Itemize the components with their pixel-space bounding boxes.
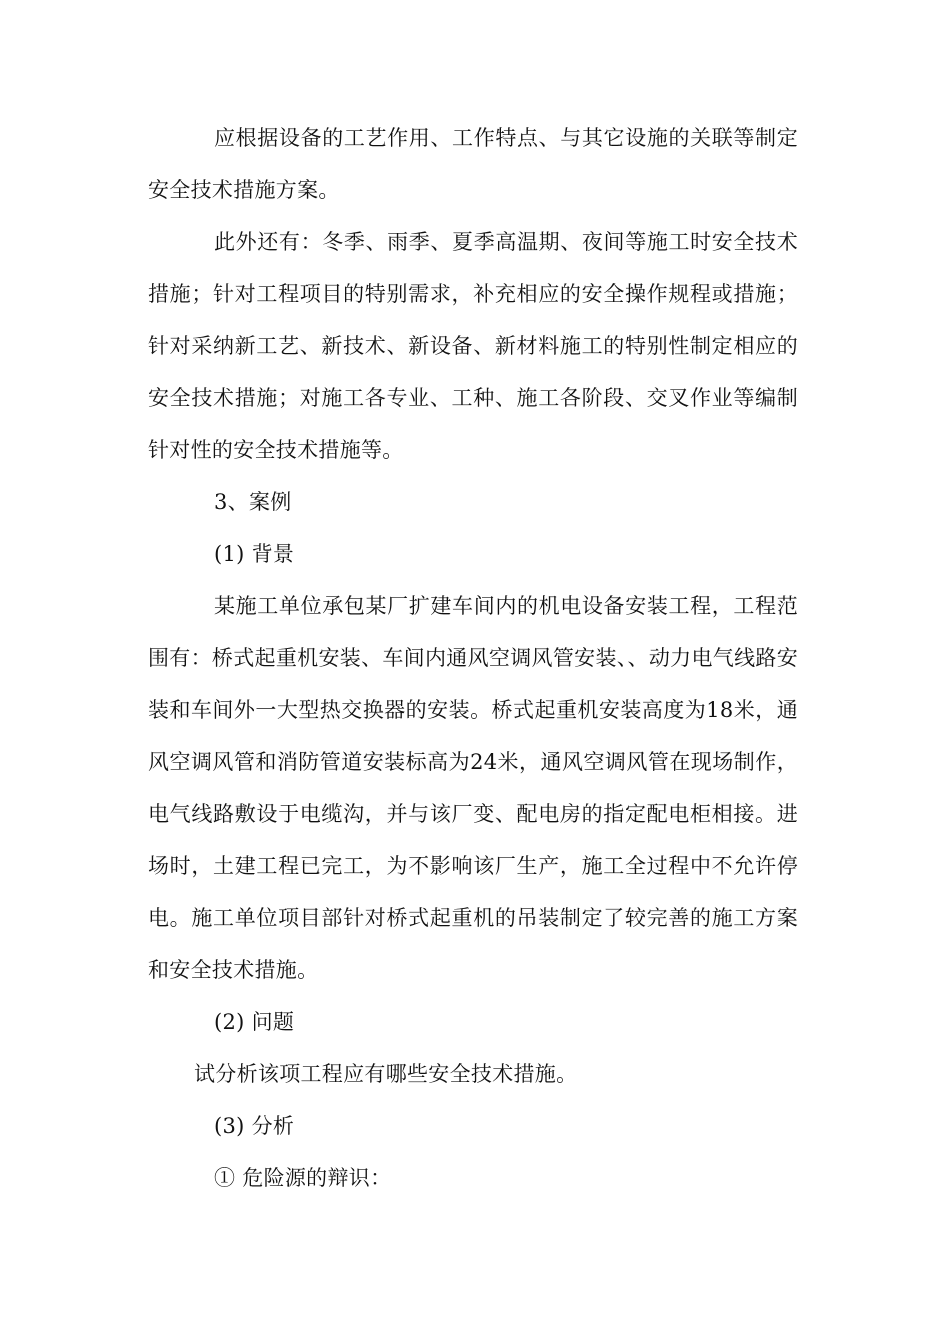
paragraph-other-measures: 此外还有：冬季、雨季、夏季高温期、夜间等施工时安全技术措施；针对工程项目的特别需求，补充相应的安全操作规程或措施；针对采纳新工艺、新技术、新设备、新材料施工的特别性制定相应的安全技术措施；对施工各专业、工种、施工各阶段、交叉作业等编制针对性的安全技术措施等。 (148, 230, 798, 462)
paragraph-background: 某施工单位承包某厂扩建车间内的机电设备安装工程，工程范围有：桥式起重机安装、车间内通风空调风管安装、、动力电气线路安装和车间外一大型热交换器的安装。桥式起重机安装高度为18米，通风空调风管和消防管道安装标高为24米，通风空调风管在现场制作，电气线路敷设于电缆沟，并与该厂变、配电房的指定配电柜相接。进场时，土建工程已完工，为不影响该厂生产，施工全过程中不允许停电。施工单位项目部针对桥式起重机的吊装制定了较完善的施工方案和安全技术措施。 (148, 594, 798, 982)
section-heading-case: 3、案例 (214, 490, 292, 514)
paragraph-question: 试分析该项工程应有哪些安全技术措施。 (194, 1062, 578, 1086)
paragraph-hazard-identification: ① 危险源的辩识： (214, 1166, 392, 1190)
subheading-background: (1) 背景 (214, 542, 295, 566)
paragraph-safety-plan: 应根据设备的工艺作用、工作特点、与其它设施的关联等制定安全技术措施方案。 (148, 126, 798, 202)
subheading-analysis: (3) 分析 (214, 1114, 295, 1138)
subheading-question: (2) 问题 (214, 1010, 295, 1034)
